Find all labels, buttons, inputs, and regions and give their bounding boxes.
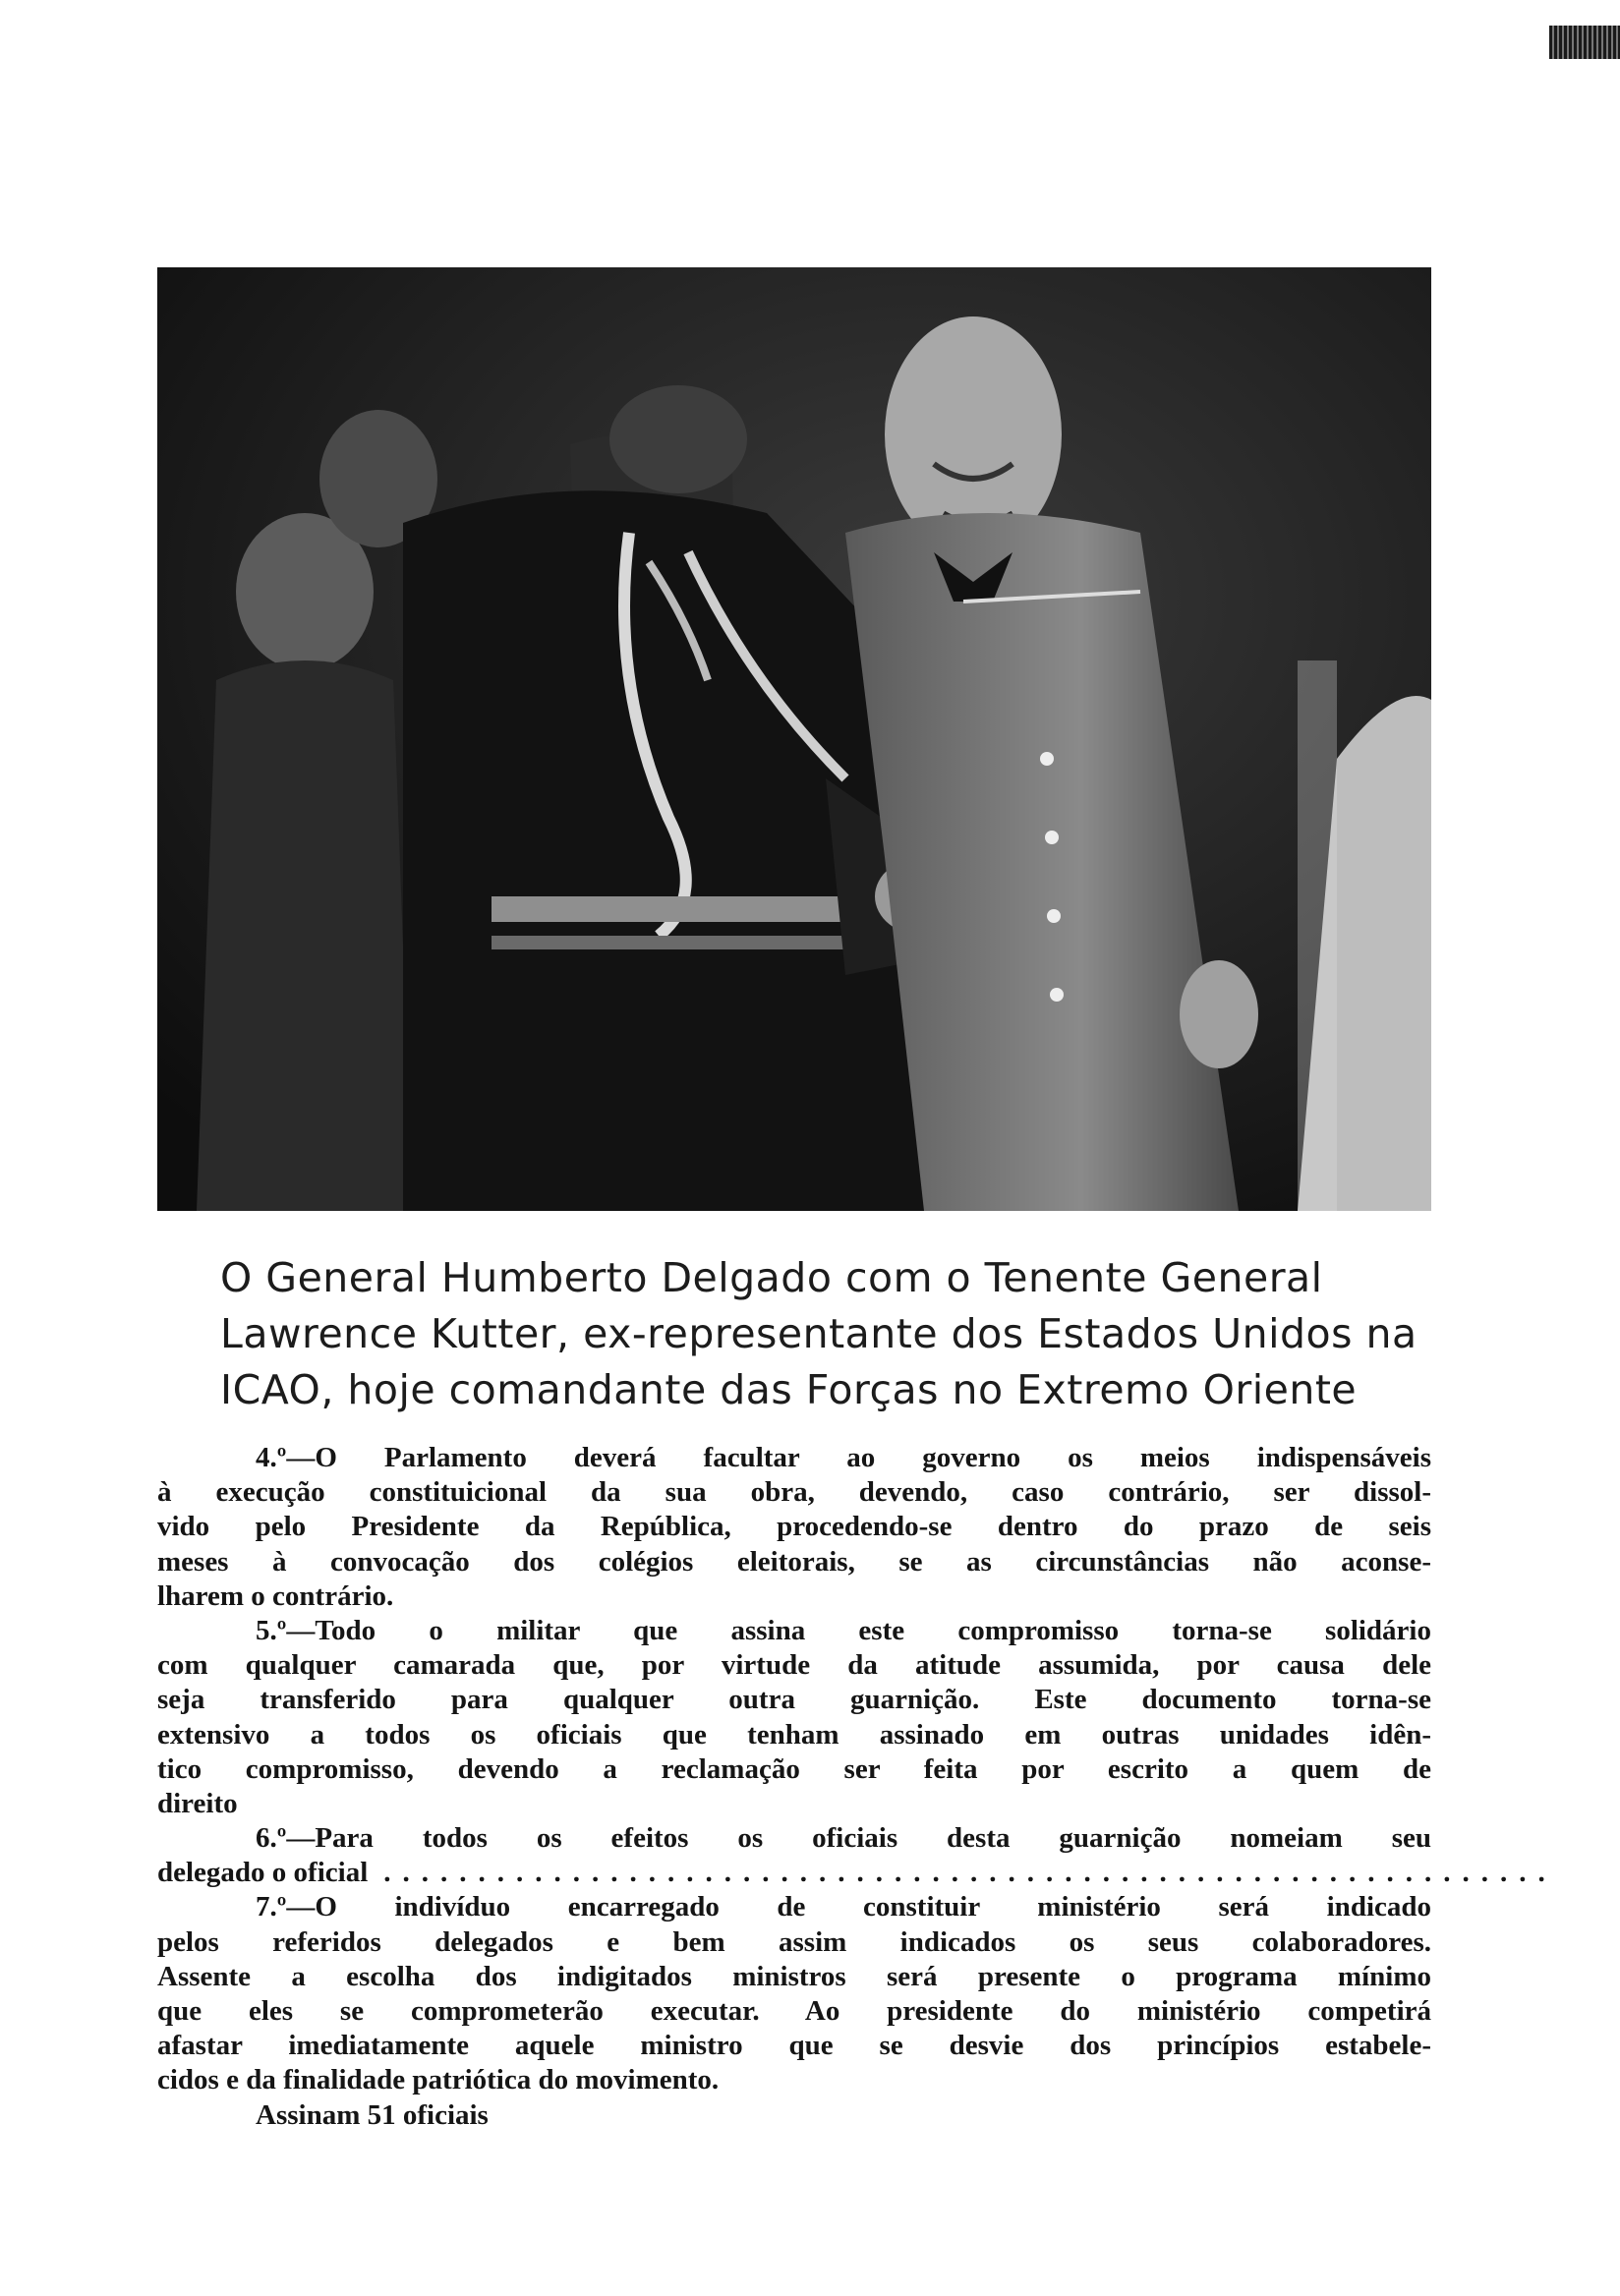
text-line: tico compromisso, devendo a reclamação ser feita por escrito a quem de xyxy=(157,1752,1431,1785)
text-line: Assente a escolha dos indigitados ministros será presente o programa mínimo xyxy=(157,1960,1431,1992)
text-line: 4.º—O Parlamento deverá facultar ao governo os meios indispensáveis xyxy=(256,1442,1431,1473)
paragraph-6 xyxy=(157,1821,1557,1890)
text-line-with-leader xyxy=(157,1856,1557,1890)
text-line: seja transferido para qualquer outra guarnição. Este documento torna-se xyxy=(157,1684,1431,1716)
text-line: lharem o contrário. xyxy=(157,1579,394,1612)
text-line: cidos e da finalidade patriótica do movimento. xyxy=(157,2064,720,2096)
text-line: delegado o oficial xyxy=(157,1857,369,1889)
paragraph-4 xyxy=(157,1441,1431,1614)
text-line: à execução constituicional da sua obra, devendo, caso contrário, ser dissol- xyxy=(157,1476,1431,1509)
text-line: 5.º—Todo o militar que assina este compromisso torna-se solidário xyxy=(256,1614,1431,1646)
scan-edge-mark xyxy=(1549,26,1620,59)
dotted-leader: .............................................................. xyxy=(383,1857,1557,1889)
text-line: vido pelo Presidente da República, procedendo-se dentro do prazo de seis xyxy=(157,1511,1431,1543)
photograph xyxy=(157,267,1431,1211)
text-line: 6.º—Para todos os efeitos os oficiais desta guarnição nomeiam seu xyxy=(256,1822,1431,1855)
text-line: que eles se comprometerão executar. Ao presidente do ministério competirá xyxy=(157,1995,1431,2027)
document-body xyxy=(157,1441,1557,2133)
text-line: pelos referidos delegados e bem assim indicados os seus colaboradores. xyxy=(157,1925,1431,1958)
caption-line: ICAO, hoje comandante das Forças no Extremo Oriente xyxy=(220,1366,1358,1413)
text-line: meses à convocação dos colégios eleitorais, se as circunstâncias não aconse- xyxy=(157,1545,1431,1578)
paragraph-5 xyxy=(157,1614,1431,1821)
text-line: direito xyxy=(157,1787,238,1819)
caption-line: Lawrence Kutter, ex-representante dos Estados Unidos na xyxy=(220,1310,1418,1357)
paragraph-7 xyxy=(157,1890,1431,2097)
photograph-two-officers-handshake-icon xyxy=(157,267,1431,1211)
text-line: afastar imediatamente aquele ministro que se desvie dos princípios estabele- xyxy=(157,2030,1431,2062)
caption-line: O General Humberto Delgado com o Tenente General xyxy=(220,1254,1323,1301)
text-line: 7.º—O indivíduo encarregado de constituir ministério será indicado xyxy=(256,1891,1431,1923)
photo-caption xyxy=(220,1250,1429,1418)
text-line: com qualquer camarada que, por virtude da atitude assumida, por causa dele xyxy=(157,1649,1431,1682)
signature-line: Assinam 51 oficiais xyxy=(256,2098,489,2131)
text-line: extensivo a todos os oficiais que tenham assinado em outras unidades idên- xyxy=(157,1718,1431,1751)
